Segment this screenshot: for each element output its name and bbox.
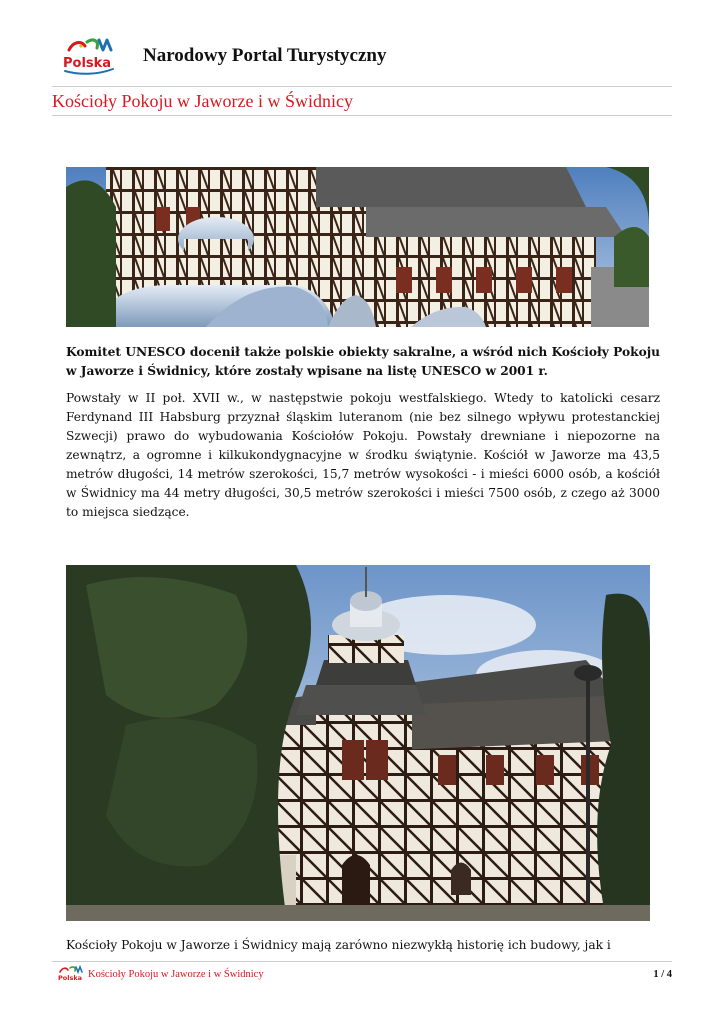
footer-divider — [52, 961, 672, 962]
title-divider — [52, 115, 672, 116]
article-lead: Komitet UNESCO docenił także polskie obiekty sakralne, a wśród nich Kościoły Pokoju w Jaworze i Świdnicy, które zostały wpisane na listę UNESCO w 2001 r. — [66, 345, 660, 378]
article-body: Powstały w II poł. XVII w., w następstwie pokoju westfalskiego. Wtedy to katolicki cesarz Ferdynand III Habsburg przyznał śląskim luteranom (nie bez silnego wpływu protestanckiej Szwecji) prawo do wybudowania Kościołów Pokoju. Powstały drewniane i niepozorne na zewnątrz, a ogromne i kilkukondygnacyjne w środku świątynie. Kościół w Jaworze ma 43,5 metrów długości, 14 metrów szerokości, 15,7 metrów wysokości - i mieści 6000 osób, a kościół w Świdnicy ma 44 metry długości, 30,5 metrów szerokości i mieści 7500 osób, z czego aż 3000 to miejsca siedzące. — [66, 391, 660, 519]
site-title: Narodowy Portal Turystyczny — [143, 45, 387, 66]
article-continuation: Kościoły Pokoju w Jaworze i Świdnicy mają zarówno niezwykłą historię ich budowy, jak i — [66, 938, 611, 952]
header-divider — [52, 86, 672, 87]
footer-logo-text: Polska — [58, 974, 83, 982]
polska-logo — [59, 36, 117, 76]
church-swidnica-photo — [66, 565, 650, 921]
page-title: Kościoły Pokoju w Jaworze i w Świdnicy — [52, 91, 353, 111]
page-number: 1 / 4 — [653, 969, 672, 980]
polska-logo-small — [56, 965, 84, 983]
footer-article-title: Kościoły Pokoju w Jaworze i w Świdnicy — [88, 969, 264, 980]
logo-text: Polska — [63, 56, 112, 71]
church-jawor-photo — [66, 167, 649, 327]
page-header — [55, 34, 675, 78]
